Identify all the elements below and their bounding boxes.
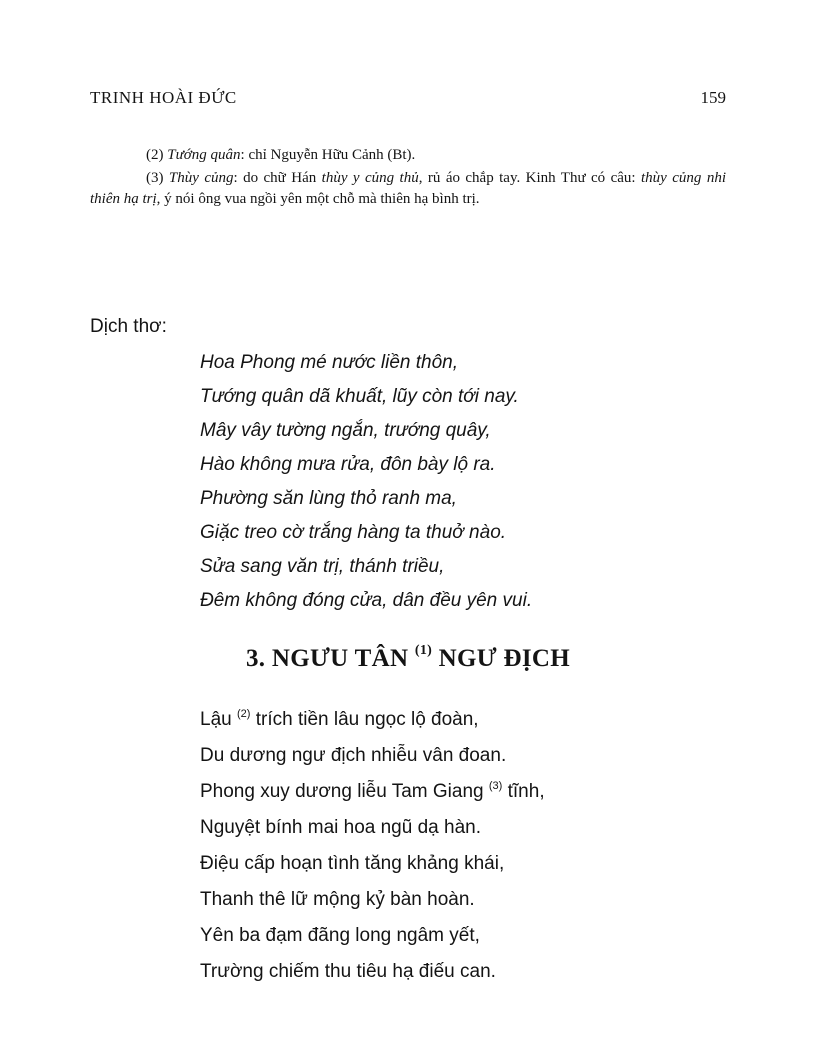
verse-line bbox=[200, 810, 545, 846]
footnote-text: , rủ áo chắp tay. Kinh Thư có câu: bbox=[418, 170, 642, 186]
footnote-ref: (3) bbox=[488, 780, 503, 792]
verse-text: Điệu cấp hoạn tình tăng khảng khái, bbox=[200, 853, 505, 874]
footnotes bbox=[90, 145, 726, 212]
footnote-2 bbox=[90, 145, 726, 166]
verse-text: Nguyệt bính mai hoa ngũ dạ hàn. bbox=[200, 817, 481, 838]
verse-line: Phường săn lùng thỏ ranh ma, bbox=[200, 488, 457, 509]
verse-line bbox=[200, 918, 545, 954]
verse-line: Hoa Phong mé nước liền thôn, bbox=[200, 352, 459, 373]
verse-line bbox=[200, 738, 545, 774]
section-title-text: 3. NGƯU TÂN bbox=[245, 645, 409, 672]
poem-verse bbox=[200, 702, 545, 990]
verse-line: Sửa sang văn trị, thánh triều, bbox=[200, 556, 445, 577]
verse-text: trích tiền lâu ngọc lộ đoàn, bbox=[255, 709, 479, 730]
verse-text: Du dương ngư địch nhiễu vân đoan. bbox=[200, 745, 507, 766]
verse-line bbox=[200, 846, 545, 882]
verse-line: Giặc treo cờ trắng hàng ta thuở nào. bbox=[200, 522, 507, 543]
verse-text: Lậu bbox=[200, 709, 232, 730]
footnote-emphasis: thùy củng nhi thiên hạ trị bbox=[90, 170, 727, 207]
section-title-text: NGƯ ĐỊCH bbox=[438, 645, 571, 672]
footnote-emphasis: thùy y củng thủ bbox=[321, 170, 419, 186]
footnote-text: : do chữ Hán bbox=[233, 170, 322, 186]
section-title bbox=[0, 642, 816, 673]
footnote-mark: (3) bbox=[146, 170, 164, 186]
verse-text: Yên ba đạm đãng long ngâm yết, bbox=[200, 925, 480, 946]
verse-text: Trường chiếm thu tiêu hạ điếu can. bbox=[200, 961, 496, 982]
verse-line: Đêm không đóng cửa, dân đều yên vui. bbox=[200, 590, 533, 611]
verse-text: Phong xuy dương liễu Tam Giang bbox=[200, 781, 484, 802]
footnote-ref: (2) bbox=[236, 708, 251, 720]
page-header bbox=[90, 88, 726, 112]
verse-line: Mây vây tường ngắn, trướng quây, bbox=[200, 420, 491, 441]
verse-line bbox=[200, 954, 545, 990]
verse-line bbox=[200, 774, 545, 810]
footnote-mark: (2) bbox=[146, 147, 164, 163]
footnote-3 bbox=[90, 168, 726, 210]
verse-line: Hào không mưa rửa, đôn bày lộ ra. bbox=[200, 454, 496, 475]
footnote-term: Tướng quân bbox=[167, 147, 241, 163]
footnote-ref: (1) bbox=[414, 642, 433, 658]
verse-text: tĩnh, bbox=[507, 781, 545, 802]
footnote-text: , ý nói ông vua ngồi yên một chỗ mà thiên hạ bình trị. bbox=[156, 191, 480, 207]
footnote-term: Thùy củng bbox=[168, 170, 234, 186]
running-head: TRINH HOÀI ĐỨC bbox=[90, 88, 237, 107]
verse-line: Tướng quân dã khuất, lũy còn tới nay. bbox=[200, 386, 519, 407]
translation-verse bbox=[200, 346, 532, 618]
verse-text: Thanh thê lữ mộng kỷ bàn hoàn. bbox=[200, 889, 475, 910]
page-number: 159 bbox=[700, 88, 726, 107]
translation-label: Dịch thơ: bbox=[90, 316, 167, 337]
footnote-text: : chỉ Nguyễn Hữu Cảnh (Bt). bbox=[240, 147, 416, 163]
verse-line bbox=[200, 702, 545, 738]
verse-line bbox=[200, 882, 545, 918]
